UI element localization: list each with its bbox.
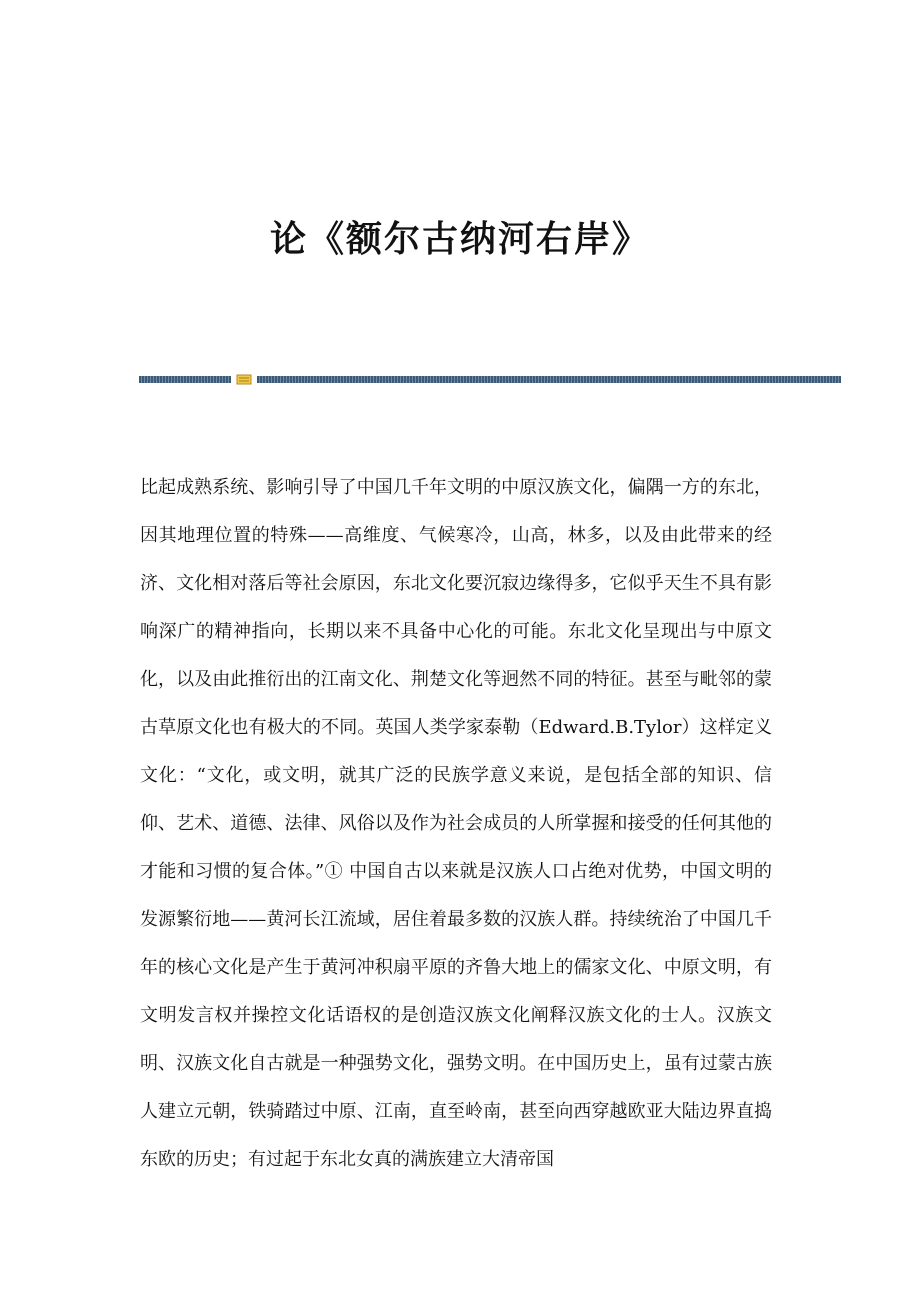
body-paragraph: 比起成熟系统、影响引导了中国几千年文明的中原汉族文化，偏隅一方的东北，因其地理位置的特殊——高维度、气候寒冷，山高，林多，以及由此带来的经济、文化相对落后等社会原因，东北文化要沉寂边缘得多，它似乎天生不具有影响深广的精神指向，长期以来不具备中心化的可能。东北文化呈现出与中原文化，以及由此推衍出的江南文化、荆楚文化等迥然不同的特征。甚至与毗邻的蒙古草原文化也有极大的不同。英国人类学家泰勒（Edward.B.Tylor）这样定义文化：“文化，或文明，就其广泛的民族学意义来说，是包括全部的知识、信仰、艺术、道德、法律、风俗以及作为社会成员的人所掌握和接受的任何其他的才能和习惯的复合体。”① 中国自古以来就是汉族人口占绝对优势，中国文明的发源繁衍地——黄河长江流域，居住着最多数的汉族人群。持续统治了中国几千年的核心文化是产生于黄河冲积扇平原的齐鲁大地上的儒家文化、中原文明，有文明发言权并操控文化话语权的是创造汉族文化阐释汉族文化的士人。汉族文明、汉族文化自古就是一种强势文化，强势文明。在中国历史上，虽有过蒙古族人建立元朝，铁骑踏过中原、江南，直至岭南，甚至向西穿越欧亚大陆边界直捣东欧的历史；有过起于东北女真的满族建立大清帝国 <box>140 477 772 1170</box>
title-divider <box>139 374 841 384</box>
divider-bar-right <box>257 376 841 383</box>
document-title: 论《额尔古纳河右岸》 <box>269 218 650 260</box>
divider-bar-left <box>139 376 231 383</box>
divider-ornament-icon <box>236 374 252 385</box>
